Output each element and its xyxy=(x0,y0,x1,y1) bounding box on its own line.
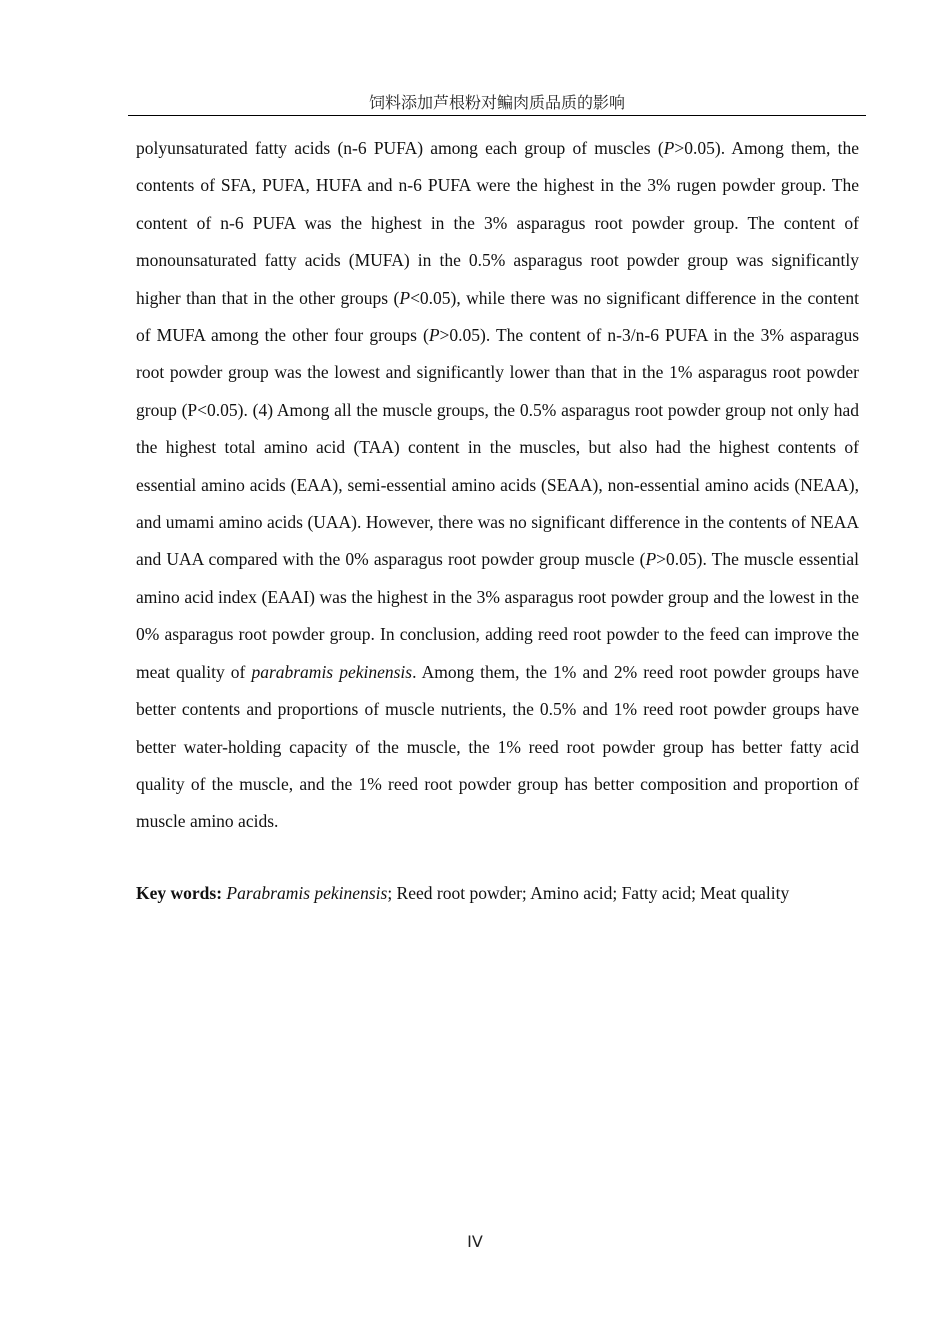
keywords-rest: ; Reed root powder; Amino acid; Fatty acid; Meat quality xyxy=(387,883,790,903)
abstract-text-1: polyunsaturated fatty acids (n-6 PUFA) among each group of muscles ( xyxy=(136,138,664,158)
abstract-italic-p: P xyxy=(428,325,440,346)
abstract-text-3: <0.05), while there was no significant difference in the content of MUFA among the other four groups ( xyxy=(136,287,859,346)
keyword-species: Parabramis pekinensis xyxy=(226,883,388,903)
keywords-label: Key words: xyxy=(136,883,223,903)
abstract-italic-p: P xyxy=(645,549,657,570)
keywords-line xyxy=(136,878,859,908)
page-number: IV xyxy=(467,1232,483,1251)
header-rule xyxy=(128,115,866,116)
running-header: 饲料添加芦根粉对鳊肉质品质的影响 xyxy=(368,93,625,112)
abstract-text-5: >0.05). The muscle essential amino acid index (EAAI) was the highest in the 3% asparagus root powder group and the lowest in the 0% asparagus root powder group. In conclusion, adding reed root powder to the feed can improve the meat quality of xyxy=(136,549,859,682)
abstract-text-4: >0.05). The content of n-3/n-6 PUFA in the 3% asparagus root powder group was the lowest and significantly lower than that in the 1% asparagus root powder group (P<0.05). (4) Among all the muscle groups, the 0.5% asparagus root powder group not only had the highest total amino acid (TAA) content in the muscles, but also had the highest contents of essential amino acids (EAA), semi-essential amino acids (SEAA), non-essential amino acids (NEAA), and umami amino acids (UAA). However, there was no significant difference in the contents of NEAA and UAA compared with the 0% asparagus root powder group muscle ( xyxy=(136,325,860,570)
abstract-italic-p: P xyxy=(399,287,411,308)
abstract-italic-p: P xyxy=(663,138,675,158)
abstract-text-2: >0.05). Among them, the contents of SFA, PUFA, HUFA and n-6 PUFA were the highest in the 3% rugen powder group. The content of n-6 PUFA was the highest in the 3% asparagus root powder group. The content of monounsaturated fatty acids (MUFA) in the 0.5% asparagus root powder group was significantly higher than that in the other groups ( xyxy=(136,138,859,308)
abstract-paragraph xyxy=(136,130,859,841)
abstract-text-6: . Among them, the 1% and 2% reed root powder groups have better contents and proportions of muscle nutrients, the 0.5% and 1% reed root powder groups have better water-holding capacity of the muscle, the 1% reed root powder group has better fatty acid quality of the muscle, and the 1% reed root powder group has better composition and proportion of muscle amino acids. xyxy=(136,661,859,832)
abstract-italic-species: parabramis pekinensis xyxy=(251,661,413,682)
